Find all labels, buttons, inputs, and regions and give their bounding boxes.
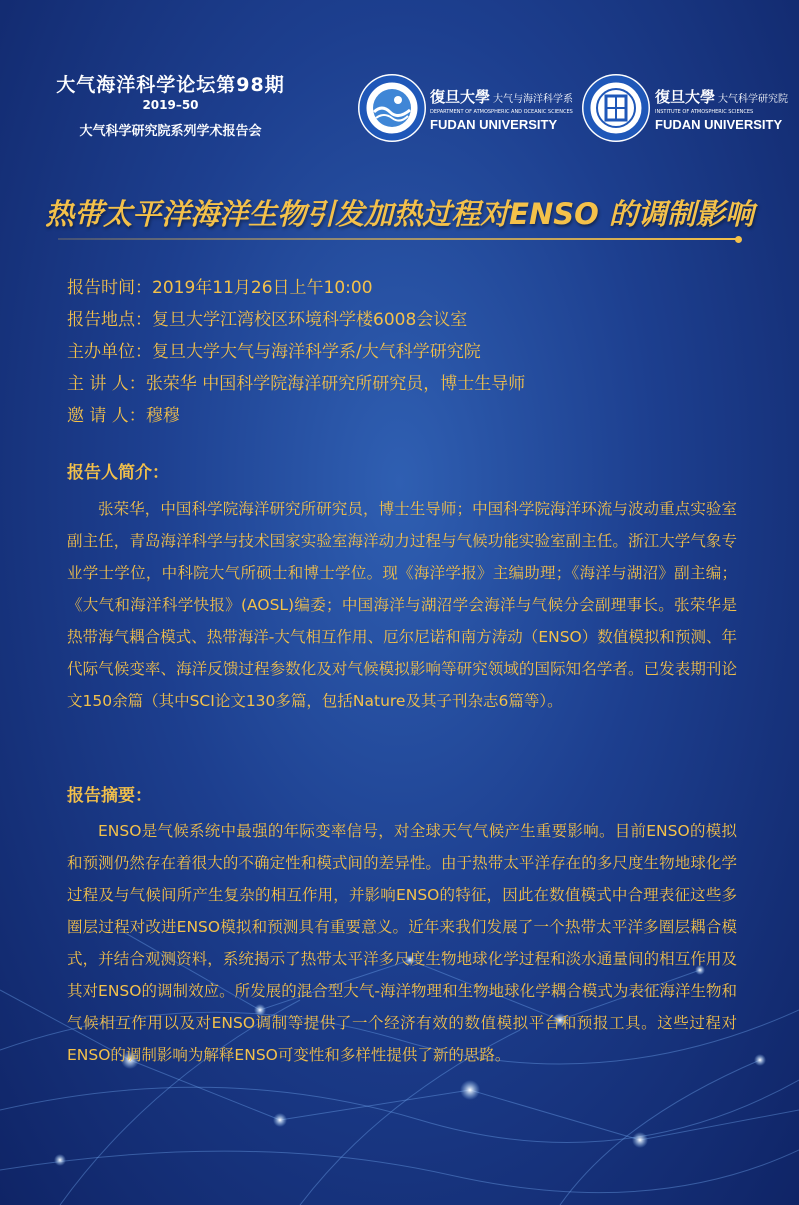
info-label: 主 讲 人： xyxy=(67,374,146,394)
info-row-speaker xyxy=(67,368,747,400)
forum-issue-number: 2019–50 xyxy=(142,98,199,112)
title-underline xyxy=(58,238,738,240)
forum-series: 大气科学研究院系列学术报告会 xyxy=(79,124,262,139)
info-row-time xyxy=(67,272,747,304)
atmospheric-institute-seal-icon xyxy=(582,74,650,142)
bio-heading: 报告人简介： xyxy=(67,463,169,483)
fudan-dept-logo xyxy=(430,86,574,132)
talk-title: 热带太平洋海洋生物引发加热过程对ENSO 的调制影响 xyxy=(45,197,754,231)
logo1-dept-name-cn: 大气与海洋科学系 xyxy=(493,94,574,105)
info-row-inviter xyxy=(67,400,747,432)
atmospheric-oceanic-dept-seal-icon xyxy=(358,74,426,142)
logo1-university-name-en: FUDAN UNIVERSITY xyxy=(430,117,558,132)
logo2-university-name-cn: 復旦大學 xyxy=(655,88,716,106)
logo1-dept-name-en: DEPARTMENT OF ATMOSPHERIC AND OCEANIC SCIENCES xyxy=(430,109,573,115)
abstract-text: ENSO是气候系统中最强的年际变率信号，对全球天气气候产生重要影响。目前ENSO的模拟和预测仍然存在着很大的不确定性和模式间的差异性。由于热带太平洋存在的多尺度生物地球化学过程及与气候间所产生复杂的相互作用，并影响ENSO的特征，因此在数值模式中合理表征这些多圈层过程对改进ENSO模拟和预测具有重要意义。近年来我们发展了一个热带太平洋多圈层耦合模式，并结合观测资料，系统揭示了热带太平洋多尺度生物地球化学过程和淡水通量间的相互作用及其对ENSO的调制效应。所发展的混合型大气-海洋物理和生物地球化学耦合模式为表征海洋生物和气候相互作用以及对ENSO调制等提供了一个经济有效的数值模拟平台和预报工具。这些过程对ENSO的调制影响为解释ENSO可变性和多样性提供了新的思路。 xyxy=(67,822,737,1064)
logo2-dept-name-en: INSTITUTE OF ATMOSPHERIC SCIENCES xyxy=(655,109,754,115)
info-row-host xyxy=(67,336,747,368)
info-value: 复旦大学江湾校区环境科学楼6008会议室 xyxy=(152,310,468,330)
info-label: 报告时间： xyxy=(67,278,152,298)
fudan-institute-logo xyxy=(655,86,795,132)
abstract-heading: 报告摘要： xyxy=(67,786,152,806)
info-row-location xyxy=(67,304,747,336)
talk-info xyxy=(67,272,747,432)
logo2-university-name-en: FUDAN UNIVERSITY xyxy=(655,117,783,132)
info-label: 主办单位： xyxy=(67,342,152,362)
info-value: 2019年11月26日上午10:00 xyxy=(152,278,373,298)
info-value: 张荣华 中国科学院海洋研究所研究员，博士生导师 xyxy=(145,374,526,394)
bio-text: 张荣华，中国科学院海洋研究所研究员，博士生导师；中国科学院海洋环流与波动重点实验室副主任，青岛海洋科学与技术国家实验室海洋动力过程与气候功能实验室副主任。浙江大学气象专业学士学位，中科院大气所硕士和博士学位。现《海洋学报》主编助理；《海洋与湖沼》副主编；《大气和海洋科学快报》(AOSL)编委；中国海洋与湖沼学会海洋与气候分会副理事长。张荣华是热带海气耦合模式、热带海洋-大气相互作用、厄尔尼诺和南方涛动（ENSO）数值模拟和预测、年代际气候变率、海洋反馈过程参数化及对气候模拟影响等研究领域的国际知名学者。已发表期刊论文150余篇（其中SCI论文130多篇，包括Nature及其子刊杂志6篇等）。 xyxy=(67,500,737,710)
info-label: 报告地点： xyxy=(67,310,152,330)
logo2-dept-name-cn: 大气科学研究院 xyxy=(718,94,789,105)
info-value: 复旦大学大气与海洋科学系/大气科学研究院 xyxy=(152,342,481,362)
info-value: 穆穆 xyxy=(145,406,180,426)
logo1-university-name-cn: 復旦大學 xyxy=(430,88,491,106)
header xyxy=(0,0,799,160)
title-underline-dot xyxy=(735,236,742,243)
info-label: 邀 请 人： xyxy=(67,406,146,426)
forum-title: 大气海洋科学论坛第98期 xyxy=(56,74,285,96)
